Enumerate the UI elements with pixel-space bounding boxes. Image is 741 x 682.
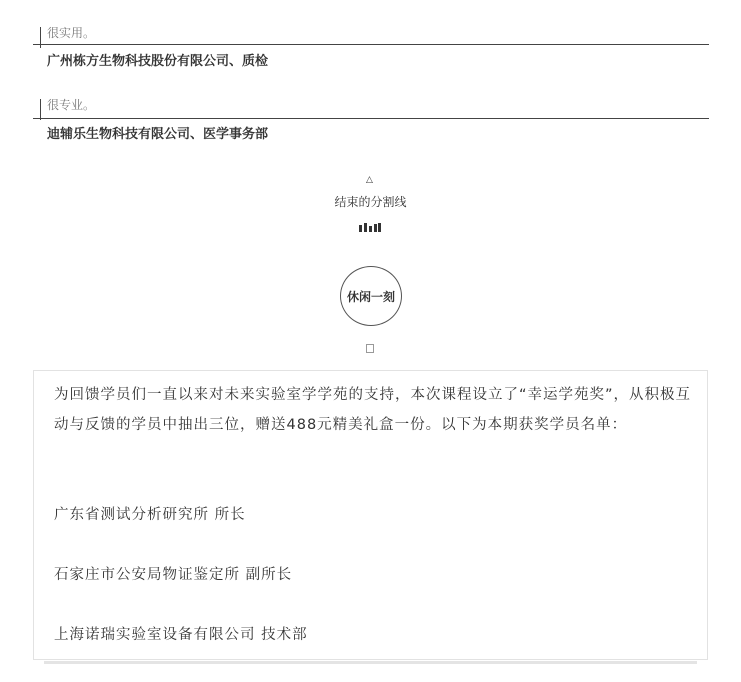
quote-bar (40, 99, 41, 120)
bars-icon (359, 223, 381, 232)
break-title: 休闲一刻 (346, 289, 395, 304)
triangle-icon: △ (366, 175, 373, 185)
winner-item: 广东省测试分析研究所 所长 (54, 507, 246, 523)
card-shadow (44, 661, 697, 664)
image-placeholder-icon (366, 344, 374, 353)
comment-quote: 很专业。 (47, 98, 96, 112)
end-divider-label: 结束的分割线 (334, 195, 407, 209)
comment-divider (33, 118, 709, 119)
break-title-circle (340, 266, 402, 326)
winner-item: 上海诺瑞实验室设备有限公司 技术部 (54, 627, 308, 643)
comment-quote: 很实用。 (47, 26, 96, 40)
winners-intro: 为回馈学员们一直以来对未来实验室学学苑的支持，本次课程设立了“幸运学苑奖”，从积极互动与反馈的学员中抽出三位，赠送488元精美礼盒一份。以下为本期获奖学员名单： (54, 387, 692, 433)
comment-author: 迪辅乐生物科技有限公司、医学事务部 (47, 127, 269, 142)
winner-item: 石家庄市公安局物证鉴定所 副所长 (54, 567, 293, 583)
comment-divider (33, 44, 709, 45)
winners-card (33, 370, 708, 660)
comment-author: 广州栋方生物科技股份有限公司、质检 (47, 54, 269, 69)
